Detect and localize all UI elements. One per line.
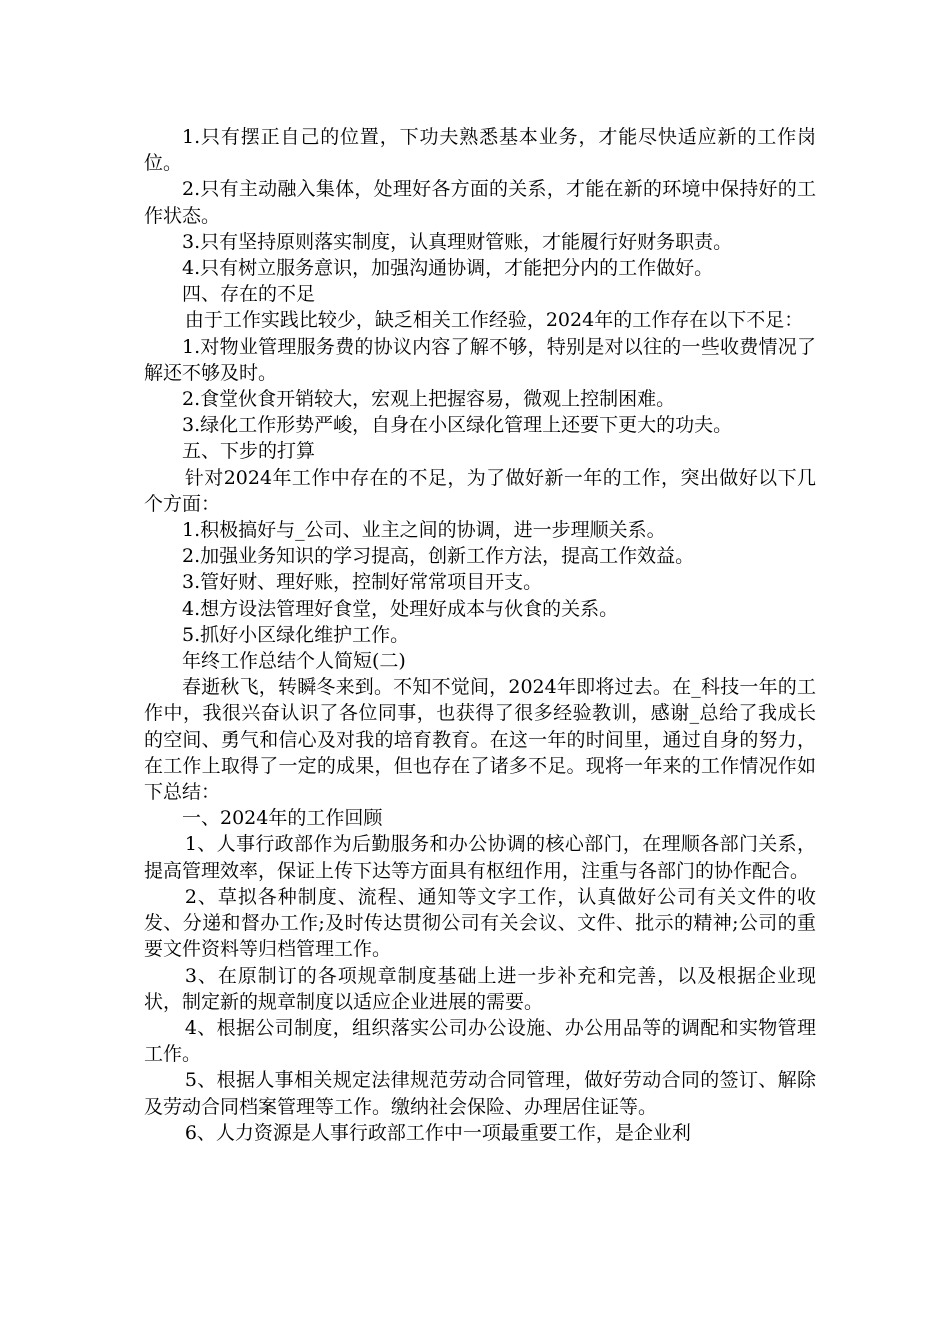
paragraph-review-6: 6、人力资源是人事行政部工作中一项最重要工作，是企业利 — [184, 1121, 691, 1144]
document-body — [144, 124, 816, 1146]
paragraph-review-2: 2、草拟各种制度、流程、通知等文字工作，认真做好公司有关文件的收发、分递和督办工作;及时传达贯彻公司有关会议、文件、批示的精神;公司的重要文件资料等归档管理工作。 — [144, 885, 816, 961]
paragraph-2: 2.只有主动融入集体，处理好各方面的关系，才能在新的环境中保持好的工作状态。 — [144, 178, 816, 227]
paragraph-next-steps-intro: 针对2024年工作中存在的不足，为了做好新一年的工作，突出做好以下几个方面： — [144, 466, 816, 515]
paragraph-shortcoming-1: 1.对物业管理服务费的协议内容了解不够，特别是对以往的一些收费情况了解还不够及时。 — [144, 335, 816, 384]
paragraph-next-step-2: 2.加强业务知识的学习提高，创新工作方法，提高工作效益。 — [182, 545, 695, 568]
paragraph-review-3: 3、在原制订的各项规章制度基础上进一步补充和完善，以及根据企业现状，制定新的规章制度以适应企业进展的需要。 — [144, 964, 816, 1013]
paragraph-next-step-1: 1.积极搞好与_公司、业主之间的协调，进一步理顺关系。 — [182, 519, 666, 542]
paragraph-review-5: 5、根据人事相关规定法律规范劳动合同管理，做好劳动合同的签订、解除及劳动合同档案管理等工作。缴纳社会保险、办理居住证等。 — [144, 1069, 816, 1118]
paragraph-review-1: 1、人事行政部作为后勤服务和办公协调的核心部门，在理顺各部门关系，提高管理效率，保证上传下达等方面具有枢纽作用，注重与各部门的协作配合。 — [144, 833, 816, 882]
section-heading-next-steps: 五、下步的打算 — [182, 440, 316, 463]
paragraph-next-step-5: 5.抓好小区绿化维护工作。 — [182, 623, 410, 646]
paragraph-1: 1.只有摆正自己的位置，下功夫熟悉基本业务，才能尽快适应新的工作岗位。 — [144, 126, 816, 175]
paragraph-4: 4.只有树立服务意识，加强沟通协调，才能把分内的工作做好。 — [182, 257, 714, 280]
paragraph-opening: 春逝秋飞，转瞬冬来到。不知不觉间，2024年即将过去。在_科技一年的工作中，我很兴奋认识了各位同事，也获得了很多经验教训，感谢_总给了我成长的空间、勇气和信心及对我的培育教育。在这一年的时间里，通过自身的努力，在工作上取得了一定的成果，但也存在了诸多不足。现将一年来的工作情况作如下总结： — [144, 676, 816, 804]
paragraph-shortcomings-intro: 由于工作实践比较少，缺乏相关工作经验，2024年的工作存在以下不足： — [184, 309, 804, 332]
section-heading-review: 一、2024年的工作回顾 — [182, 807, 383, 830]
paragraph-3: 3.只有坚持原则落实制度，认真理财管账，才能履行好财务职责。 — [182, 230, 733, 253]
paragraph-next-step-3: 3.管好财、理好账，控制好常常项目开支。 — [182, 571, 543, 594]
paragraph-shortcoming-3: 3.绿化工作形势严峻，自身在小区绿化管理上还要下更大的功夫。 — [182, 414, 733, 437]
document-subtitle: 年终工作总结个人简短(二) — [182, 650, 406, 673]
paragraph-next-step-4: 4.想方设法管理好食堂，处理好成本与伙食的关系。 — [182, 597, 619, 620]
paragraph-review-4: 4、根据公司制度，组织落实公司办公设施、办公用品等的调配和实物管理工作。 — [144, 1016, 816, 1066]
paragraph-shortcoming-2: 2.食堂伙食开销较大，宏观上把握容易，微观上控制困难。 — [182, 388, 676, 411]
section-heading-shortcomings: 四、存在的不足 — [182, 283, 316, 306]
